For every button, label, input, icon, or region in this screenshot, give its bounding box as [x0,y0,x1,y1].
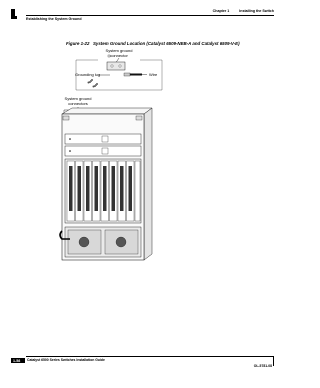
grounding-lug [124,73,147,76]
ground-pad-left [63,116,69,120]
supervisor-slot-1 [65,134,141,144]
footer-tick [273,357,274,366]
connector-callout [75,48,158,88]
running-header [204,9,274,13]
connector-label-line2: connector [110,53,128,58]
chapter-label: Chapter 1 [212,9,230,13]
section-title: Establishing the System Ground [26,17,82,21]
lug-label: Grounding lug [75,72,101,77]
chapter-title: Installing the Switch [239,9,274,13]
supervisor-slot-2 [65,146,141,156]
footer-rule [26,356,274,357]
page-number: 1-58 [13,359,21,363]
wire-label: Wire [149,72,158,77]
figure-number: Figure 1-22 [66,41,90,46]
chassis-illustration [58,46,178,268]
document-number: OL-5781-08 [253,364,272,368]
screws-icon [88,79,99,88]
figure-title: System Ground Location (Catalyst 6509-NEB-A and Catalyst 6509-V-E) [93,41,240,46]
connectors-label-line1: System ground [64,96,92,101]
chassis [60,108,152,260]
header-side-bar [11,16,17,19]
ground-pad-right [136,116,142,120]
connector-label-line1: System ground [105,48,133,53]
ground-plate [107,62,125,70]
connectors-label-line2: connectors [68,101,88,106]
header-corner-bar [11,9,15,16]
guide-title: Catalyst 6500 Series Switches Installation Guide [27,358,105,362]
header-rule [26,15,274,16]
